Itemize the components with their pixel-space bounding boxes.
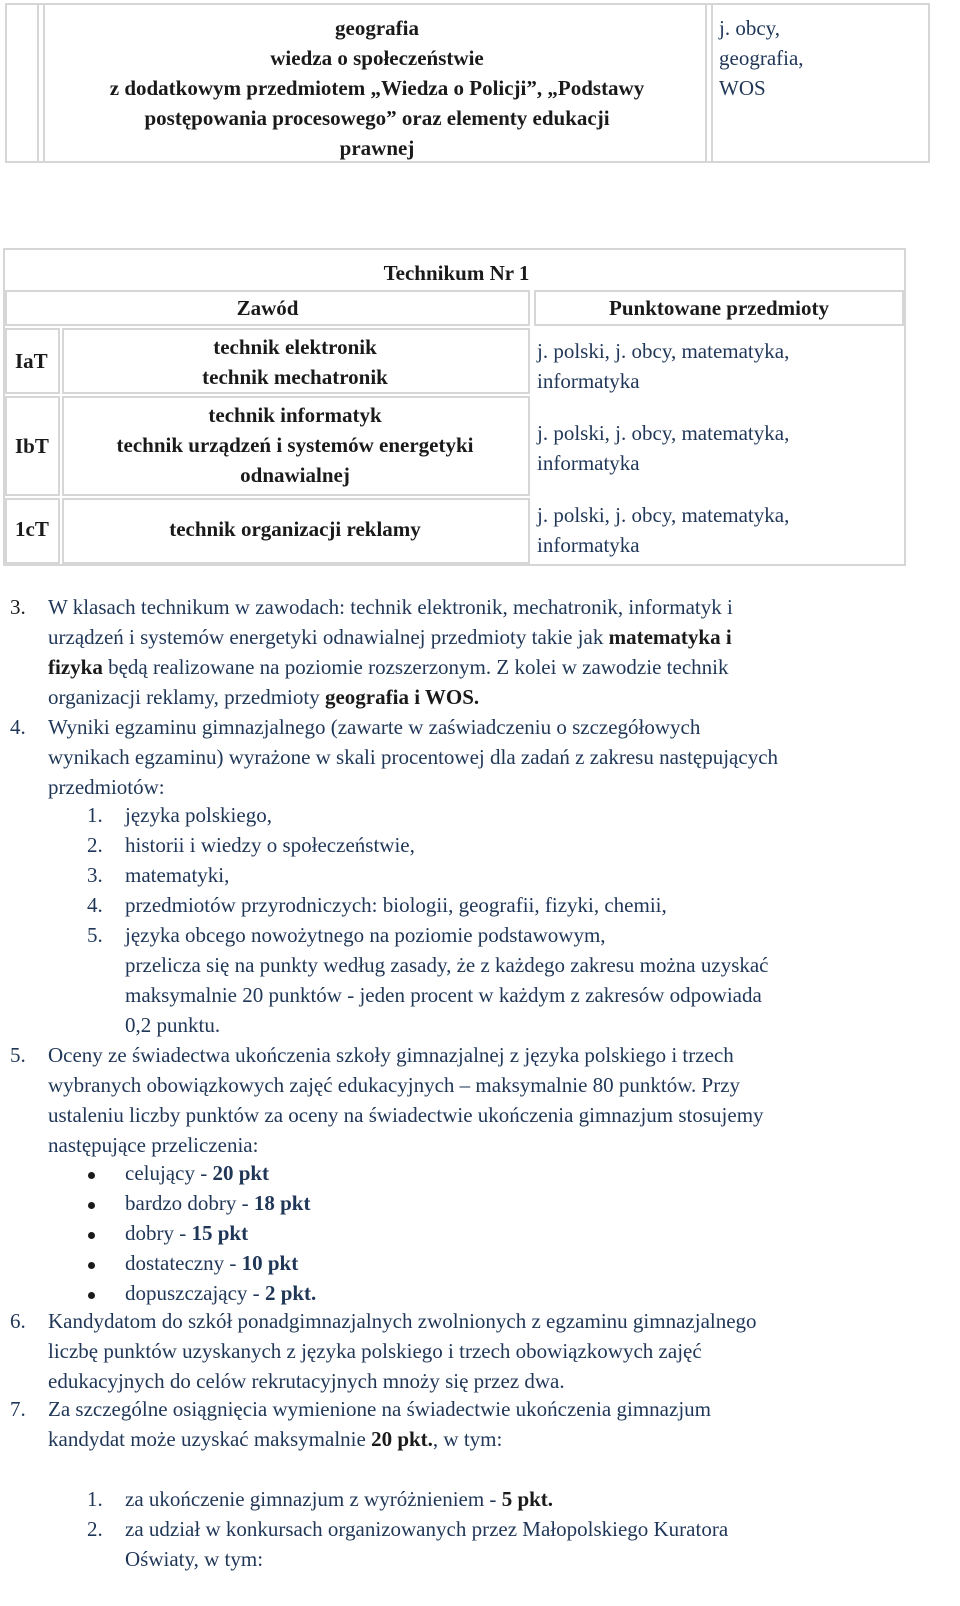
subject-line: WOS [719,76,766,100]
point-text: następujące przeliczenia: [48,1133,259,1157]
point-text: ustaleniu liczby punktów za oceny na świadectwie ukończenia gimnazjum stosujemy [48,1103,764,1127]
list-item-number: 2. [87,833,103,857]
list-item: języka obcego nowożytnego na poziomie podstawowym, [125,923,606,947]
table-cell-class [7,5,39,161]
list-item-number: 1. [87,803,103,827]
header-subjects-label: Punktowane przedmioty [609,296,829,320]
profession: technik urządzeń i systemów energetyki [116,433,474,457]
point-text: przedmiotów: [48,775,165,799]
list-item-number: 3. [87,863,103,887]
list-item-text: za ukończenie gimnazjum z wyróżnieniem - [125,1487,502,1511]
point-3-text-3: będą realizowane na poziomie rozszerzonym. Z kolei w zawodzie technik [102,655,729,679]
grade-label: dopuszczający - [125,1281,265,1305]
header-zawod [5,290,530,326]
point-text [48,592,733,622]
profile-line: z dodatkowym przedmiotem „Wiedza o Policji”, „Podstawy [109,76,645,100]
point-7-bold: 20 pkt. [371,1427,433,1451]
point-text: maksymalnie 20 punktów - jeden procent w każdym z zakresów odpowiada [125,983,762,1007]
subject-line: informatyka [537,369,640,393]
technikum-table [3,248,906,566]
grade-label: dostateczny - [125,1251,242,1275]
grade-item [125,1248,298,1278]
professions [65,332,525,392]
grade-item [125,1188,310,1218]
profile-line: wiedza o społeczeństwie [270,46,484,70]
grade-label: bardzo dobry - [125,1191,254,1215]
grade-item [125,1158,269,1188]
scored-subjects [537,336,789,396]
header-subjects [534,290,904,326]
list-item [125,1484,553,1514]
bullet-icon [88,1172,95,1179]
grade-label: celujący - [125,1161,213,1185]
bullet-icon [88,1202,95,1209]
profession: odnawialnej [240,463,350,487]
list-item-number: 1. [87,1487,103,1511]
point-3-text-4: organizacji reklamy, przedmioty [48,685,325,709]
point-number: 4. [10,715,26,739]
profession: technik elektronik [213,335,377,359]
profile-line: geografia [335,16,419,40]
list-item-bold: 5 pkt. [501,1487,554,1511]
grade-points: 20 pkt [212,1161,270,1185]
grade-points: 2 pkt. [264,1281,317,1305]
list-item-number: 4. [87,893,103,917]
point-text [48,682,479,712]
scored-subjects [537,500,789,560]
point-text: Wyniki egzaminu gimnazjalnego (zawarte w zaświadczeniu o szczegółowych [48,715,701,739]
point-text: 0,2 punktu. [125,1013,221,1037]
profession: technik informatyk [208,403,382,427]
grade-item [125,1278,316,1308]
point-3-bold: geografia i WOS. [324,685,480,709]
header-zawod-label: Zawód [236,296,299,320]
profile-description [52,13,702,163]
point-text: Za szczególne osiągnięcia wymienione na świadectwie ukończenia gimnazjum [48,1397,711,1421]
list-item: matematyki, [125,863,230,887]
point-3-text-1: W klasach technikum w zawodach: technik elektronik, mechatronik, informatyk i [48,595,733,619]
profession: technik organizacji reklamy [169,517,421,541]
subject-line: geografia, [719,46,804,70]
list-item: języka polskiego, [125,803,272,827]
grade-points: 10 pkt [241,1251,299,1275]
bullet-icon [88,1232,95,1239]
profile-line: postępowania procesowego” oraz elementy edukacji [144,106,610,130]
point-text [48,1424,502,1454]
profession: technik mechatronik [202,365,388,389]
professions [65,514,525,544]
point-3-text-2: urządzeń i systemów energetyki odnawialnej przedmioty takie jak [48,625,609,649]
point-number: 5. [10,1043,26,1067]
list-item-number: 5. [87,923,103,947]
bullet-icon [88,1262,95,1269]
table-title: Technikum Nr 1 [383,261,530,285]
bullet-icon [88,1292,95,1299]
profile-line: prawnej [339,136,415,160]
list-item: za udział w konkursach organizowanych przez Małopolskiego Kuratora [125,1517,729,1541]
point-3-bold: fizyka [48,655,103,679]
point-text: przelicza się na punkty według zasady, że z każdego zakresu można uzyskać [125,953,769,977]
class-label: 1cT [15,517,49,541]
point-text: liczbę punktów uzyskanych z języka polskiego i trzech obowiązkowych zajęć [48,1339,702,1363]
grade-item [125,1218,248,1248]
list-item-continuation: Oświaty, w tym: [125,1547,264,1571]
scored-subjects [537,418,789,478]
point-number: 3. [10,595,26,619]
class-label: IbT [15,434,49,458]
subject-line: j. polski, j. obcy, matematyka, [537,421,790,445]
point-text [48,622,732,652]
point-text [48,652,728,682]
list-item: historii i wiedzy o społeczeństwie, [125,833,415,857]
grade-points: 18 pkt [253,1191,311,1215]
point-number: 6. [10,1309,26,1333]
professions [65,400,525,490]
point-text: Kandydatom do szkół ponadgimnazjalnych zwolnionych z egzaminu gimnazjalnego [48,1309,757,1333]
grade-label: dobry - [125,1221,192,1245]
subject-line: j. polski, j. obcy, matematyka, [537,339,790,363]
list-item-number: 2. [87,1517,103,1541]
point-number: 7. [10,1397,26,1421]
subject-line: j. polski, j. obcy, matematyka, [537,503,790,527]
subject-line: informatyka [537,533,640,557]
point-text: wynikach egzaminu) wyrażone w skali procentowej dla zadań z zakresu następujących [48,745,779,769]
point-text: edukacyjnych do celów rekrutacyjnych mnoży się przez dwa. [48,1369,565,1393]
profile-table-fragment [5,3,930,163]
point-text: Oceny ze świadectwa ukończenia szkoły gimnazjalnej z języka polskiego i trzech [48,1043,734,1067]
subject-line: informatyka [537,451,640,475]
profile-subjects [719,13,804,103]
point-text: wybranych obowiązkowych zajęć edukacyjnych – maksymalnie 80 punktów. Przy [48,1073,741,1097]
grade-points: 15 pkt [191,1221,249,1245]
point-7-text: , w tym: [432,1427,503,1451]
subject-line: j. obcy, [719,16,781,40]
class-label: IaT [15,349,48,373]
point-3-bold: matematyka i [608,625,732,649]
list-item: przedmiotów przyrodniczych: biologii, geografii, fizyki, chemii, [125,893,667,917]
point-7-text: kandydat może uzyskać maksymalnie [48,1427,372,1451]
